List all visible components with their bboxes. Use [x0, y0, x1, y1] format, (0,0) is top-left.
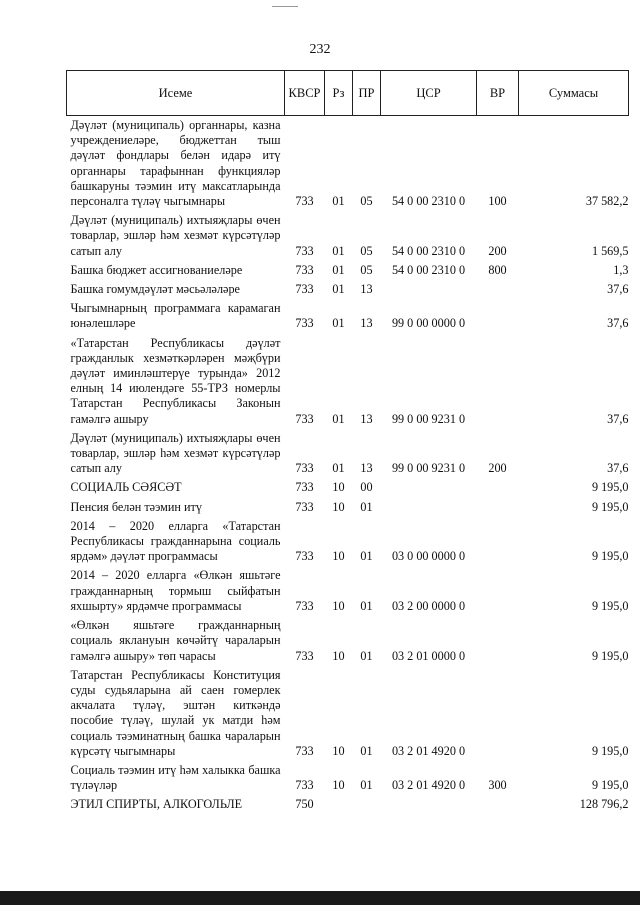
cell-rz: 10 — [332, 480, 345, 495]
cell-csr: 54 0 00 2310 0 — [391, 194, 466, 209]
cell-sum: 9 195,0 — [591, 549, 629, 564]
cell-pr: 13 — [360, 316, 373, 331]
cell-csr: 03 0 00 0000 0 — [391, 549, 466, 564]
cell-csr: 03 2 01 0000 0 — [391, 648, 466, 663]
table-row — [67, 299, 629, 333]
cell-rz: 10 — [332, 499, 345, 514]
cell-name: «Татарстан Республикасы дәүләт гражданлык хезмәткәрләрен мәҗбүри дәүләт иминләштерүе турында» 2012 елның 14 июлендәге 55-ТРЗ номерлы Татарстан Республикасы Законын гамәлгә ашыру — [70, 335, 281, 426]
cell-rz: 01 — [332, 316, 345, 331]
cell-kvsr: 733 — [295, 480, 314, 495]
cell-csr — [381, 795, 477, 814]
table-row — [67, 280, 629, 299]
cell-name: СОЦИАЛЬ СӘЯСӘТ — [70, 480, 182, 495]
cell-vr — [477, 566, 519, 616]
table-body — [67, 116, 629, 815]
header-pr: ПР — [353, 71, 381, 116]
cell-sum: 9 195,0 — [591, 743, 629, 758]
cell-kvsr: 733 — [295, 648, 314, 663]
cell-sum: 9 195,0 — [591, 648, 629, 663]
cell-kvsr: 733 — [295, 194, 314, 209]
table-row — [67, 517, 629, 567]
cell-kvsr: 733 — [295, 282, 314, 297]
cell-pr: 01 — [360, 648, 373, 663]
table-row — [67, 566, 629, 616]
cell-name: «Өлкән яшьтәге гражданнарның социаль яклануын көчәйтү чараларын гамәлгә ашыру» төп чарасы — [70, 618, 281, 663]
cell-vr: 200 — [488, 461, 507, 476]
cell-csr: 03 2 01 4920 0 — [391, 778, 466, 793]
cell-kvsr: 733 — [295, 461, 314, 476]
cell-sum: 1,3 — [613, 262, 629, 277]
cell-sum: 9 195,0 — [591, 778, 629, 793]
cell-csr: 54 0 00 2310 0 — [391, 243, 466, 258]
cell-sum: 37,6 — [607, 282, 629, 297]
cell-sum: 37 582,2 — [585, 194, 629, 209]
table-row — [67, 666, 629, 761]
cell-rz: 10 — [332, 549, 345, 564]
cell-sum: 9 195,0 — [591, 499, 629, 514]
cell-vr — [477, 334, 519, 429]
cell-name: Татарстан Республикасы Конституция суды судьяларына ай саен гомерлек акчалата түләү, эштән киткәндә пособие түләү, шулай ук матди һәм социаль тәэминатның башка чараларын күрсәтү чыгымнары — [70, 667, 281, 758]
cell-kvsr: 733 — [295, 549, 314, 564]
cell-csr: 99 0 00 0000 0 — [391, 316, 466, 331]
scan-mark — [272, 6, 298, 7]
cell-name: Социаль тәэмин итү һәм халыкка башка түләүләр — [70, 762, 281, 793]
table-row — [67, 334, 629, 429]
cell-kvsr: 733 — [295, 243, 314, 258]
cell-rz: 01 — [332, 461, 345, 476]
header-csr: ЦСР — [381, 71, 477, 116]
cell-pr: 05 — [360, 194, 373, 209]
cell-vr — [477, 666, 519, 761]
cell-name: Пенсия белән тәэмин итү — [70, 499, 202, 514]
cell-name: ЭТИЛ СПИРТЫ, АЛКОГОЛЬЛЕ — [70, 797, 243, 812]
cell-csr — [381, 280, 477, 299]
cell-rz: 01 — [332, 262, 345, 277]
cell-vr: 100 — [488, 194, 507, 209]
cell-name: 2014 – 2020 елларга «Өлкән яшьтәге гражданнарның тормыш сыйфатын яхшырту» ярдәмче программасы — [70, 568, 281, 613]
header-kvsr: КВСР — [285, 71, 325, 116]
cell-sum: 37,6 — [607, 461, 629, 476]
cell-csr: 99 0 00 9231 0 — [391, 461, 466, 476]
cell-pr: 13 — [360, 411, 373, 426]
cell-vr — [477, 299, 519, 333]
cell-sum: 37,6 — [607, 316, 629, 331]
cell-kvsr: 750 — [295, 797, 314, 812]
cell-sum: 37,6 — [607, 411, 629, 426]
header-sum: Суммасы — [519, 71, 629, 116]
cell-kvsr: 733 — [295, 316, 314, 331]
cell-rz — [325, 795, 353, 814]
cell-pr: 01 — [360, 598, 373, 613]
cell-kvsr: 733 — [295, 598, 314, 613]
table-row — [67, 761, 629, 795]
cell-name: Дәүләт (муниципаль) органнары, казна учреждениеләре, бюджеттан тыш дәүләт фондлары белән идарә итү органнары тарафыннан функцияләр башкаруны тәэмин итү максатларында персоналга түләү чыгымнары — [70, 118, 281, 209]
table-row — [67, 211, 629, 261]
cell-csr: 54 0 00 2310 0 — [391, 262, 466, 277]
cell-pr: 05 — [360, 262, 373, 277]
cell-kvsr: 733 — [295, 499, 314, 514]
cell-name: Дәүләт (муниципаль) ихтыяҗлары өчен товарлар, эшләр һәм хезмәт күрсәтүләр сатып алу — [70, 213, 281, 258]
cell-pr — [353, 795, 381, 814]
cell-vr — [477, 517, 519, 567]
cell-sum: 9 195,0 — [591, 480, 629, 495]
table-row — [67, 478, 629, 497]
cell-pr: 01 — [360, 499, 373, 514]
cell-rz: 10 — [332, 743, 345, 758]
cell-vr — [477, 795, 519, 814]
cell-csr: 03 2 00 0000 0 — [391, 598, 466, 613]
budget-table-container — [66, 70, 628, 815]
table-row — [67, 116, 629, 212]
cell-csr — [381, 478, 477, 497]
cell-rz: 01 — [332, 194, 345, 209]
cell-name: Дәүләт (муниципаль) ихтыяҗлары өчен товарлар, эшләр һәм хезмәт күрсәтүләр сатып алу — [70, 430, 281, 476]
table-row — [67, 429, 629, 479]
cell-csr: 99 0 00 9231 0 — [391, 411, 466, 426]
table-row — [67, 261, 629, 280]
cell-sum: 9 195,0 — [591, 598, 629, 613]
cell-name: Башка бюджет ассигнованиеләре — [70, 262, 243, 277]
cell-vr: 800 — [488, 262, 507, 277]
cell-kvsr: 733 — [295, 778, 314, 793]
cell-kvsr: 733 — [295, 743, 314, 758]
cell-csr — [381, 498, 477, 517]
page-number: 232 — [309, 42, 331, 57]
table-header-row — [67, 71, 629, 116]
cell-name: 2014 – 2020 елларга «Татарстан Республикасы гражданнарына социаль ярдәм» дәүләт программасы — [70, 518, 281, 564]
cell-vr: 300 — [488, 778, 507, 793]
cell-pr: 01 — [360, 549, 373, 564]
cell-pr: 13 — [360, 282, 373, 297]
cell-vr — [477, 478, 519, 497]
budget-table — [66, 70, 629, 815]
cell-name: Башка гомумдәүләт мәсьәләләре — [70, 282, 240, 297]
cell-rz: 01 — [332, 243, 345, 258]
cell-csr: 03 2 01 4920 0 — [391, 743, 466, 758]
scan-bottom-border — [0, 891, 640, 905]
cell-pr: 13 — [360, 461, 373, 476]
cell-kvsr: 733 — [295, 262, 314, 277]
cell-rz: 10 — [332, 598, 345, 613]
cell-vr — [477, 498, 519, 517]
table-row — [67, 795, 629, 814]
cell-pr: 01 — [360, 743, 373, 758]
header-name: Исеме — [67, 71, 285, 116]
table-row — [67, 616, 629, 666]
cell-vr: 200 — [488, 243, 507, 258]
cell-pr: 05 — [360, 243, 373, 258]
header-rz: Рз — [325, 71, 353, 116]
cell-pr: 01 — [360, 778, 373, 793]
cell-vr — [477, 616, 519, 666]
table-row — [67, 498, 629, 517]
cell-rz: 10 — [332, 778, 345, 793]
cell-rz: 10 — [332, 648, 345, 663]
cell-rz: 01 — [332, 411, 345, 426]
cell-rz: 01 — [332, 282, 345, 297]
cell-kvsr: 733 — [295, 411, 314, 426]
cell-name: Чыгымнарның программага карамаган юнәлешләре — [70, 301, 281, 331]
cell-vr — [477, 280, 519, 299]
cell-pr: 00 — [360, 480, 373, 495]
cell-sum: 128 796,2 — [579, 797, 629, 812]
header-vr: ВР — [477, 71, 519, 116]
cell-sum: 1 569,5 — [591, 243, 629, 258]
